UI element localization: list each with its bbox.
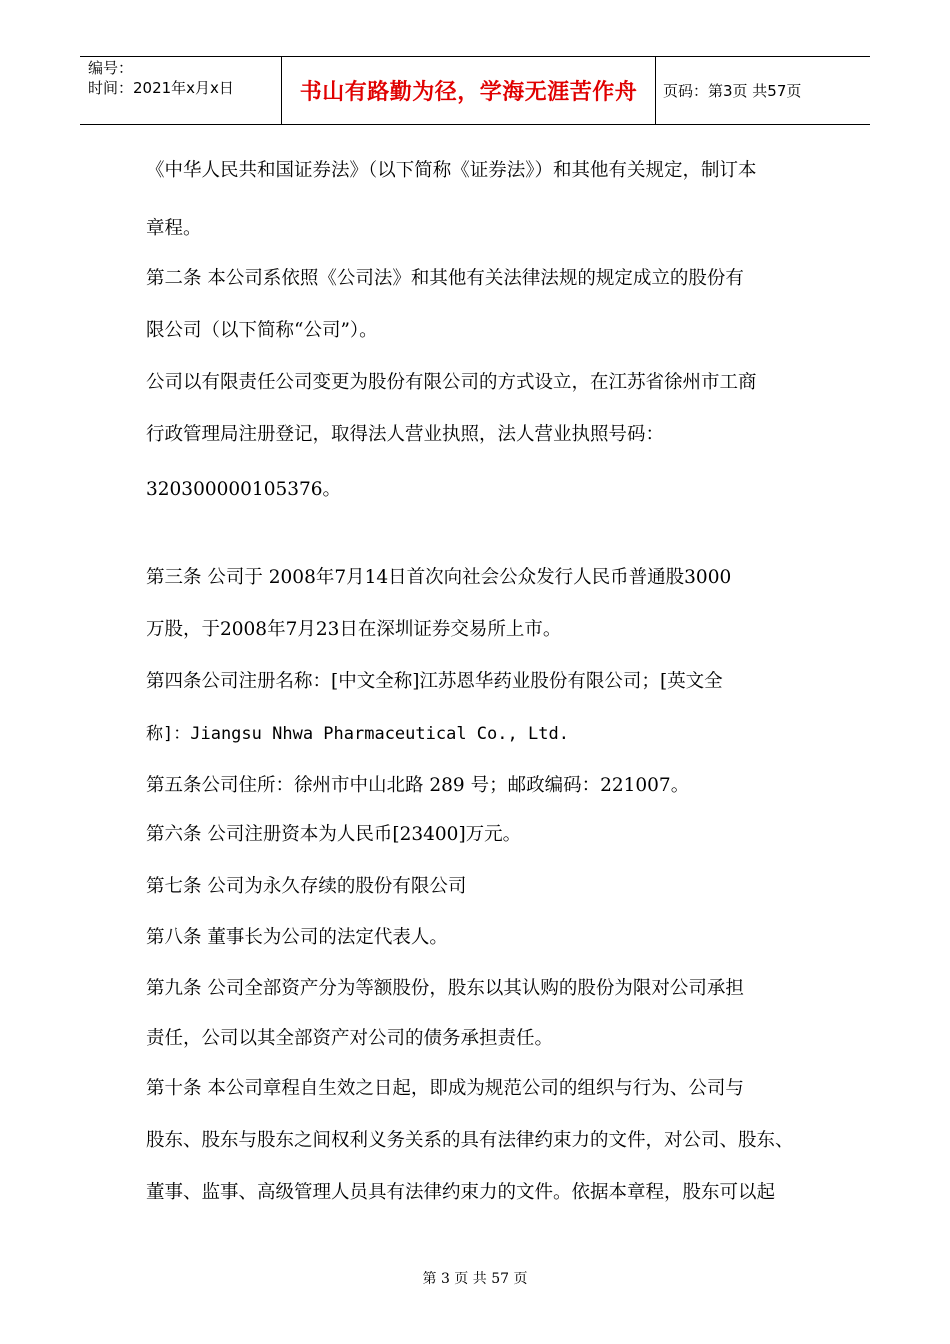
- body-line: 限公司（以下简称“公司”）。: [146, 320, 378, 341]
- header-bottom-rule: [80, 124, 870, 125]
- header-motto: 书山有路勤为径，学海无涯苦作舟: [299, 79, 638, 105]
- page-footer: 第 3 页 共 57 页: [422, 1271, 528, 1287]
- body-line: 第三条 公司于 2008年7月14日首次向社会公众发行人民币普通股3000: [146, 567, 732, 588]
- body-line: 万股，于2008年7月23日在深圳证券交易所上市。: [146, 619, 562, 640]
- body-line: 称]：Jiangsu Nhwa Pharmaceutical Co., Ltd.: [146, 724, 569, 744]
- body-line: 行政管理局注册登记，取得法人营业执照，法人营业执照号码：: [146, 424, 665, 445]
- body-line: 第九条 公司全部资产分为等额股份，股东以其认购的股份为限对公司承担: [146, 978, 744, 999]
- body-line: 第四条公司注册名称：[中文全称]江苏恩华药业股份有限公司；[英文全: [146, 671, 723, 692]
- body-line: 第五条公司住所：徐州市中山北路 289 号；邮政编码：221007。: [146, 775, 690, 796]
- body-line: 第七条 公司为永久存续的股份有限公司: [146, 876, 467, 897]
- header-page-label: 页码：第3页 共57页: [663, 81, 802, 100]
- body-line: 第六条 公司注册资本为人民币[23400]万元。: [146, 824, 522, 845]
- document-number-label: 编号：: [88, 59, 134, 77]
- document-time-label: 时间：2021年x月x日: [88, 79, 234, 97]
- body-line: 章程。: [146, 218, 202, 239]
- body-line: 320300000105376。: [146, 479, 342, 500]
- body-line: 股东、股东与股东之间权利义务关系的具有法律约束力的文件，对公司、股东、: [146, 1130, 794, 1151]
- header-divider-right: [655, 56, 656, 124]
- body-line: 《中华人民共和国证券法》（以下简称《证券法》）和其他有关规定，制订本: [146, 160, 757, 181]
- body-line: 责任，公司以其全部资产对公司的债务承担责任。: [146, 1028, 554, 1049]
- body-line: 公司以有限责任公司变更为股份有限公司的方式设立，在江苏省徐州市工商: [146, 372, 757, 393]
- header-meta: [88, 58, 278, 98]
- body-line: 第八条 董事长为公司的法定代表人。: [146, 927, 448, 948]
- body-line: 第十条 本公司章程自生效之日起，即成为规范公司的组织与行为、公司与: [146, 1078, 744, 1099]
- body-line: 第二条 本公司系依照《公司法》和其他有关法律法规的规定成立的股份有: [146, 268, 744, 289]
- body-line: 董事、监事、高级管理人员具有法律约束力的文件。依据本章程，股东可以起: [146, 1182, 776, 1203]
